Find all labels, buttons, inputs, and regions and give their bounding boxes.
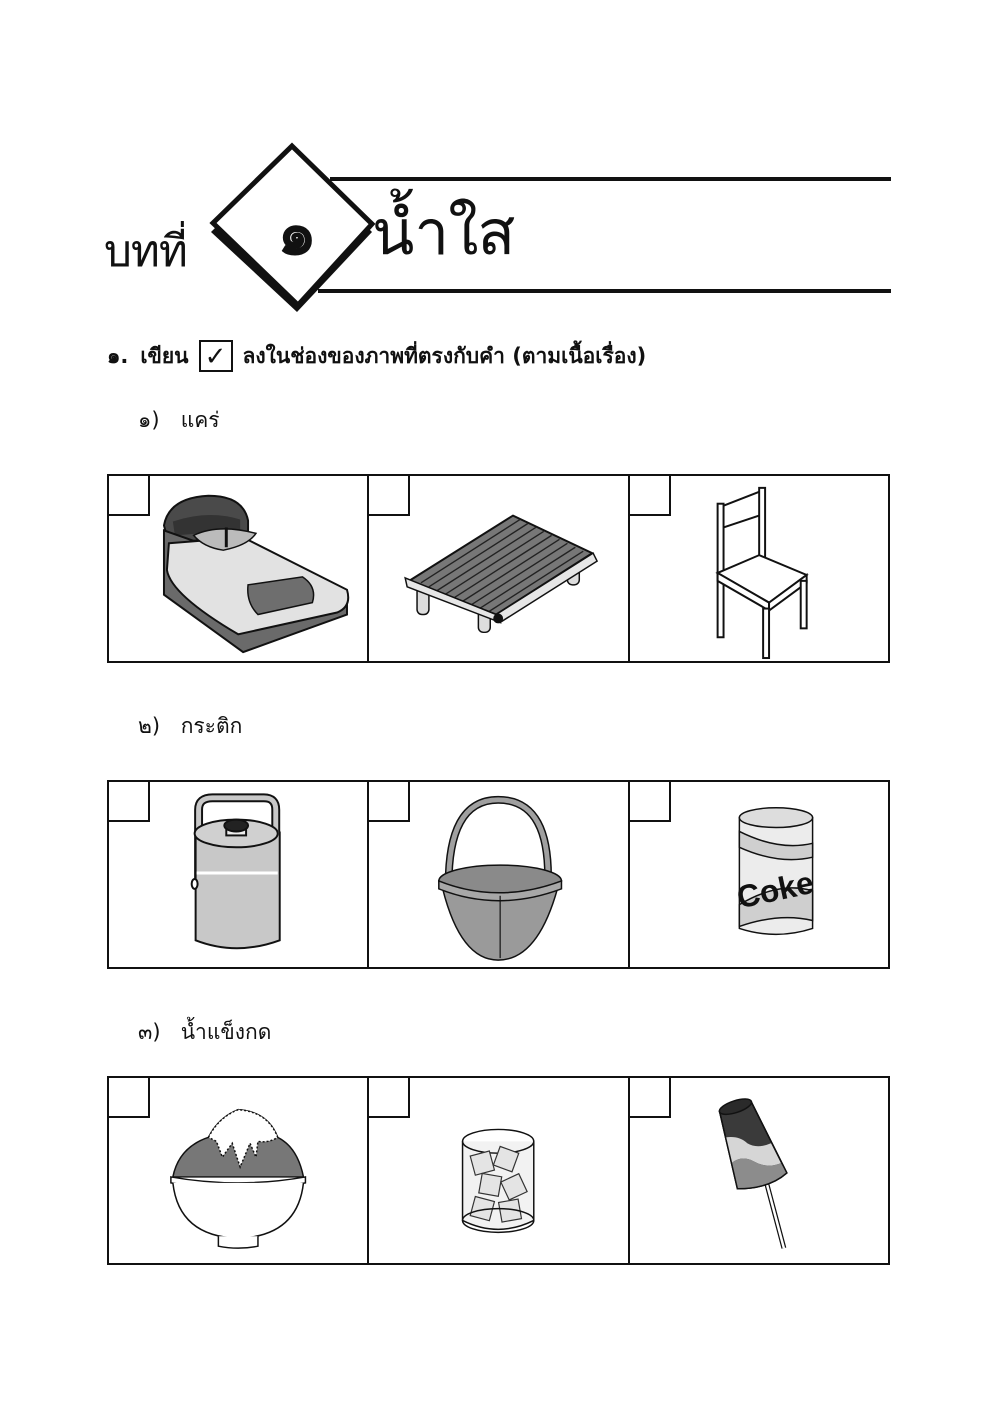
instruction-text-before: เขียน bbox=[140, 344, 189, 368]
option-cell bbox=[628, 782, 888, 967]
option-cell bbox=[109, 782, 367, 967]
option-cell bbox=[367, 476, 627, 661]
question-1-label bbox=[138, 405, 220, 435]
answer-checkbox[interactable] bbox=[630, 1078, 671, 1118]
answer-checkbox[interactable] bbox=[630, 782, 671, 822]
answer-checkbox[interactable] bbox=[109, 1078, 150, 1118]
answer-checkbox[interactable] bbox=[109, 782, 150, 822]
option-cell bbox=[367, 1078, 627, 1263]
option-cell bbox=[109, 1078, 367, 1263]
answer-checkbox[interactable] bbox=[369, 782, 410, 822]
question-word: กระติก bbox=[180, 714, 243, 738]
instruction-text-after: ลงในช่องของภาพที่ตรงกับคำ (ตามเนื้อเรื่อง) bbox=[242, 344, 647, 368]
question-2-label bbox=[138, 711, 242, 741]
header-bottom-rule bbox=[318, 289, 891, 293]
answer-checkbox[interactable] bbox=[369, 476, 410, 516]
question-number: ๑) bbox=[138, 408, 160, 432]
option-cell bbox=[628, 476, 888, 661]
chapter-title: น้ำใส bbox=[372, 196, 515, 269]
question-number: ๒) bbox=[138, 714, 161, 738]
can-brand-text: Coke bbox=[733, 864, 817, 916]
question-1-options bbox=[107, 474, 890, 663]
question-word: น้ำแข็งกด bbox=[180, 1020, 272, 1044]
instruction-number: ๑. bbox=[107, 344, 129, 368]
answer-checkbox[interactable] bbox=[630, 476, 671, 516]
option-cell bbox=[628, 1078, 888, 1263]
answer-checkbox[interactable] bbox=[369, 1078, 410, 1118]
chapter-label: บทที่ bbox=[104, 226, 187, 277]
chapter-number: ๑ bbox=[277, 196, 317, 269]
question-3-label bbox=[138, 1017, 271, 1047]
question-2-options bbox=[107, 780, 890, 969]
question-number: ๓) bbox=[138, 1020, 161, 1044]
instruction bbox=[107, 338, 646, 374]
question-word: แคร่ bbox=[180, 408, 220, 432]
option-cell bbox=[367, 782, 627, 967]
option-cell bbox=[109, 476, 367, 661]
question-3-options bbox=[107, 1076, 890, 1265]
answer-checkbox[interactable] bbox=[109, 476, 150, 516]
checkmark-sample-icon: ✓ bbox=[199, 340, 233, 372]
header-top-rule bbox=[330, 177, 891, 181]
